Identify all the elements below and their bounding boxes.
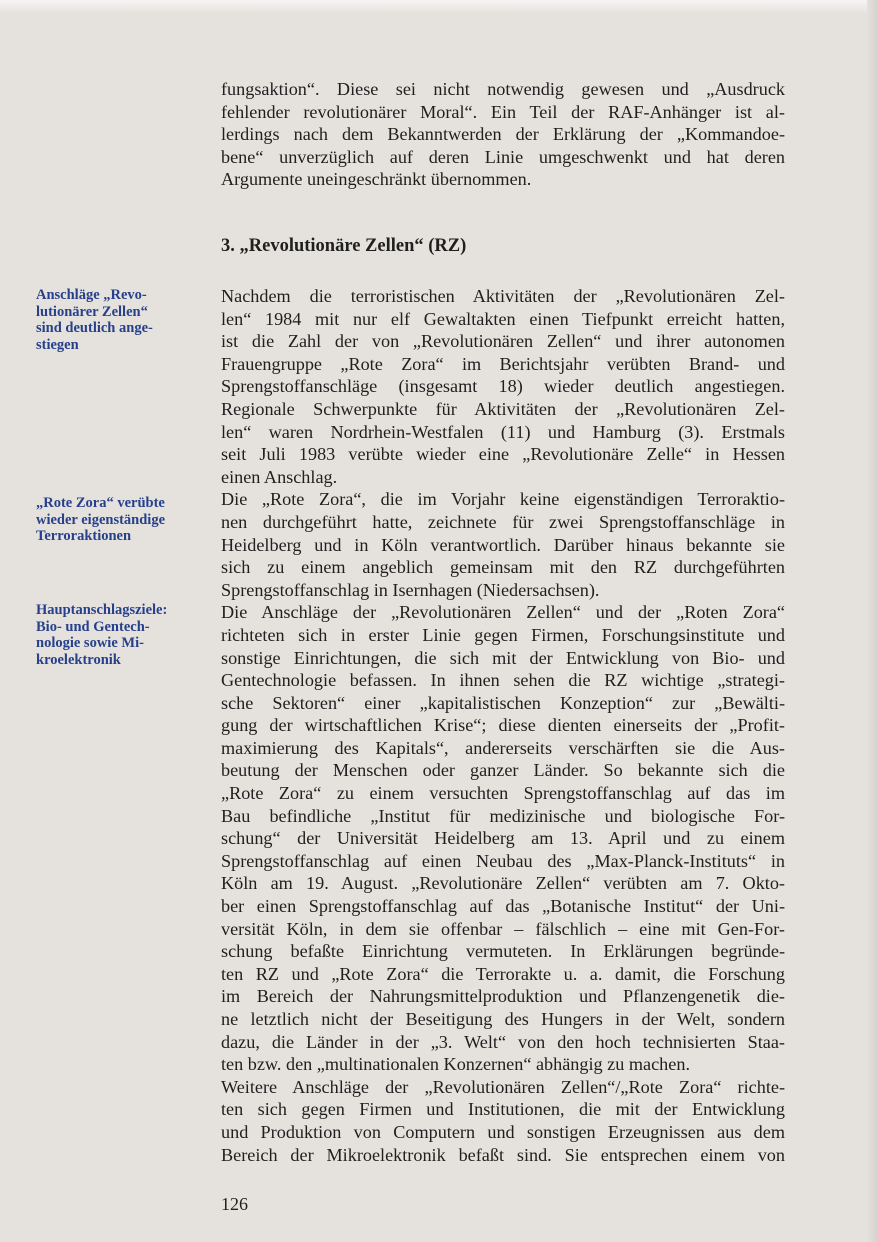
text-line: seit Juli 1983 verübte wieder eine „Revolutionäre Zelle“ in Hessen [221, 444, 785, 465]
text-line: ten sich gegen Firmen und Institutionen, die mit der Entwicklung [221, 1099, 785, 1120]
text-line: maximierung des Kapitals“, andererseits verschärften sie die Aus- [221, 737, 785, 758]
text-line: schung befaßte Einrichtung vermuteten. In Erklärungen begründe- [221, 941, 785, 962]
text-line: einen Anschlag. [221, 466, 338, 487]
text-line: ten RZ und „Rote Zora“ die Terrorakte u. a. damit, die Forschung [221, 963, 785, 984]
text-line: Regionale Schwerpunkte für Aktivitäten der „Revolutionären Zel- [221, 398, 785, 419]
text-line: Heidelberg und in Köln verantwortlich. Darüber hinaus bekannte sie [221, 534, 785, 555]
text-line: fungsaktion“. Diese sei nicht notwendig gewesen und „Ausdruck [221, 79, 785, 99]
text-line: dazu, die Länder in der „3. Welt“ von den hoch technisierten Staa- [221, 1031, 785, 1052]
body-text [221, 285, 785, 1166]
text-line: ist die Zahl der von „Revolutionären Zellen“ und ihrer autonomen [221, 331, 785, 352]
text-line: schung“ der Universität Heidelberg am 13. April und zu einem [221, 828, 785, 849]
margin-note-rote-zora: „Rote Zora“ verübte wieder eigenständige Terroraktionen [36, 495, 166, 544]
text-line: gung der wirtschaftlichen Krise“; diese dienten einerseits der „Profit- [221, 715, 785, 736]
text-line: Die Anschläge der „Revolutionären Zellen“ und der „Roten Zora“ [221, 602, 785, 623]
text-line: Argumente uneingeschränkt übernommen. [221, 169, 532, 190]
text-line: richteten sich in erster Linie gegen Firmen, Forschungsinstitute und [221, 624, 785, 645]
page-shadow [867, 0, 877, 1242]
text-line: ten bzw. den „multinationalen Konzernen“ abhängig zu machen. [221, 1054, 690, 1075]
section-heading: 3. „Revolutionäre Zellen“ (RZ) [221, 236, 467, 256]
text-line: und Produktion von Computern und sonstigen Erzeugnissen aus dem [221, 1121, 785, 1142]
text-line: Köln am 19. August. „Revolutionäre Zellen“ verübten am 7. Okto- [221, 873, 785, 894]
text-line: beutung der Menschen oder ganzer Länder. So bekannte sich die [221, 760, 785, 781]
text-line: im Bereich der Nahrungsmittelproduktion und Pflanzengenetik die- [221, 986, 785, 1007]
margin-note-main-targets: Hauptanschlagsziele: Bio- und Gentech- nologie sowie Mi- kroelektronik [36, 602, 168, 668]
scan-edge [0, 0, 877, 14]
text-line: Sprengstoffanschlag in Isernhagen (Niedersachsen). [221, 579, 600, 600]
text-line: ber einen Sprengstoffanschlag auf das „Botanische Institut“ der Uni- [221, 896, 785, 917]
text-line: Sprengstoffanschläge (insgesamt 18) wieder deutlich angestiegen. [221, 376, 785, 397]
text-line: Frauengruppe „Rote Zora“ im Berichtsjahr verübten Brand- und [221, 353, 785, 374]
text-line: Weitere Anschläge der „Revolutionären Zellen“/„Rote Zora“ richte- [221, 1076, 785, 1097]
text-line: sche Sektoren“ einer „kapitalistischen Konzeption“ zur „Bewälti- [221, 692, 785, 713]
text-line: lerdings nach dem Bekanntwerden der Erklärung der „Kommandoe- [221, 124, 785, 145]
text-line: Bereich der Mikroelektronik befaßt sind. Sie entsprechen einem von [221, 1144, 785, 1165]
text-line: Sprengstoffanschlag auf einen Neubau des „Max-Planck-Instituts“ in [221, 850, 785, 871]
text-line: sich zu einem angeblich gemeinsam mit den RZ durchgeführten [221, 557, 785, 578]
text-line: len“ 1984 mit nur elf Gewaltakten einen Tiefpunkt erreicht hatten, [221, 308, 785, 329]
text-line: fehlender revolutionärer Moral“. Ein Teil der RAF-Anhänger ist al- [221, 101, 785, 122]
text-line: sonstige Einrichtungen, die sich mit der Entwicklung von Bio- und [221, 647, 785, 668]
text-line: len“ waren Nordrhein-Westfalen (11) und Hamburg (3). Erstmals [221, 421, 785, 442]
text-line: versität Köln, in dem sie offenbar – fälschlich – eine mit Gen-For- [221, 918, 785, 939]
text-line: Bau befindliche „Institut für medizinische und biologische For- [221, 805, 785, 826]
page-number: 126 [221, 1194, 248, 1214]
text-line: „Rote Zora“ zu einem versuchten Sprengstoffanschlag auf das im [221, 783, 785, 804]
text-line: Nachdem die terroristischen Aktivitäten der „Revolutionären Zel- [221, 286, 785, 306]
margin-note-revolutionary-cells: Anschläge „Revo- lutionärer Zellen“ sind deutlich ange- stiegen [36, 287, 153, 353]
text-line: Die „Rote Zora“, die im Vorjahr keine eigenständigen Terroraktio- [221, 489, 785, 510]
text-line: nen durchgeführt hatte, zeichnete für zwei Sprengstoffanschläge in [221, 511, 785, 532]
text-line: bene“ unverzüglich auf deren Linie umgeschwenkt und hat deren [221, 146, 785, 167]
text-line: ne letztlich nicht der Beseitigung des Hungers in der Welt, sondern [221, 1009, 785, 1029]
intro-paragraph [221, 78, 785, 191]
text-line: Gentechnologie befassen. In ihnen sehen die RZ wichtige „strategi- [221, 670, 785, 691]
